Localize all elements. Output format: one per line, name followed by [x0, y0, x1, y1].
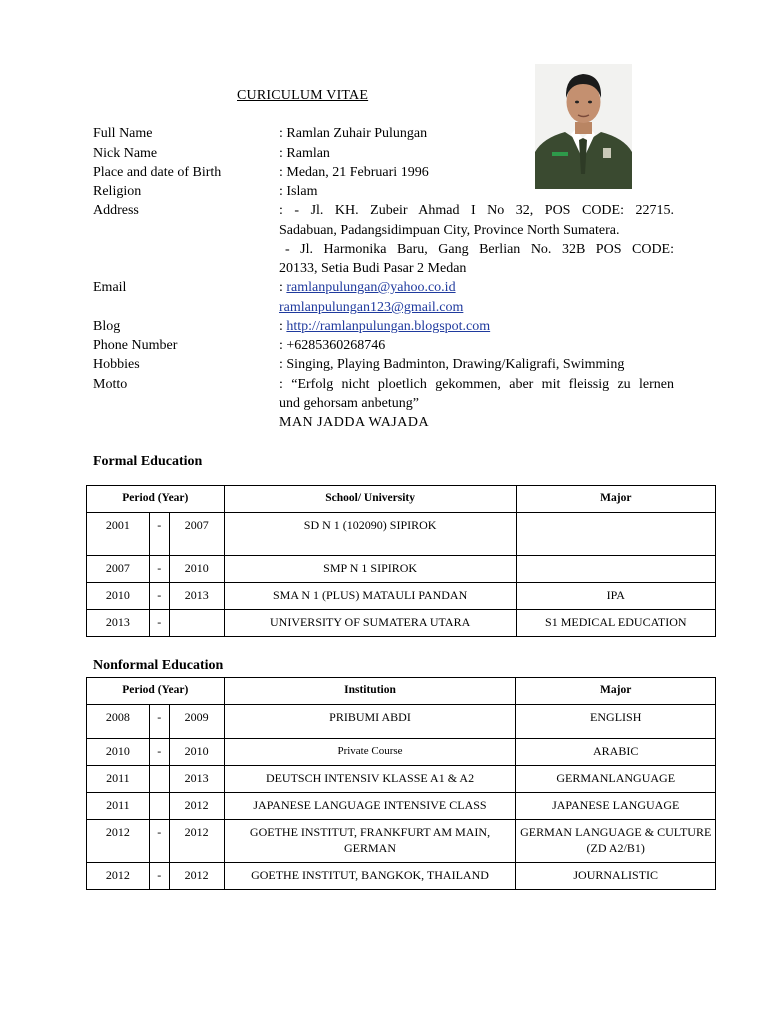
- email-link-yahoo[interactable]: ramlanpulungan@yahoo.co.id: [286, 280, 456, 295]
- cell-school: SMA N 1 (PLUS) MATAULI PANDAN: [224, 583, 516, 610]
- cell-from: 2008: [87, 705, 150, 739]
- cell-dash: [149, 793, 169, 820]
- formal-education-table: [86, 485, 716, 637]
- cell-dash: [149, 766, 169, 793]
- email-prefix: :: [279, 280, 287, 295]
- nonformal-education-heading: Nonformal Education: [93, 658, 224, 673]
- motto-line-1: : “Erfolg nicht ploetlich gekommen, aber mit fleissig zu lernen: [279, 377, 674, 392]
- value-nick-name: : Ramlan: [279, 146, 330, 161]
- label-blog: Blog: [93, 319, 121, 334]
- address-line-4: 20133, Setia Budi Pasar 2 Medan: [279, 261, 467, 276]
- cell-major: ARABIC: [516, 739, 716, 766]
- motto-line-3: MAN JADDA WAJADA: [279, 415, 430, 430]
- blog-prefix: :: [279, 319, 287, 334]
- value-blog: [279, 319, 490, 335]
- cell-from: 2007: [87, 556, 150, 583]
- cell-dash: -: [149, 556, 169, 583]
- value-birth: : Medan, 21 Februari 1996: [279, 165, 429, 180]
- cell-from: 2013: [87, 610, 150, 637]
- cell-dash: -: [149, 820, 169, 863]
- formal-education-heading: Formal Education: [93, 454, 203, 469]
- cell-dash: -: [149, 739, 169, 766]
- cell-to: 2012: [169, 863, 224, 890]
- label-full-name: Full Name: [93, 126, 153, 141]
- header-institution: Institution: [224, 678, 516, 705]
- address-line-3: - Jl. Harmonika Baru, Gang Berlian No. 32B POS CODE:: [285, 242, 674, 257]
- cell-school: SD N 1 (102090) SIPIROK: [224, 513, 516, 556]
- table-row: [87, 705, 716, 739]
- label-motto: Motto: [93, 377, 128, 392]
- cell-school: UNIVERSITY OF SUMATERA UTARA: [224, 610, 516, 637]
- value-hobbies: : Singing, Playing Badminton, Drawing/Kaligrafi, Swimming: [279, 357, 625, 372]
- table-header-row: [87, 486, 716, 513]
- motto-line-2: und gehorsam anbetung”: [279, 396, 419, 411]
- label-address: Address: [93, 203, 139, 218]
- cell-major: IPA: [516, 583, 715, 610]
- header-major: Major: [516, 486, 715, 513]
- cell-institution: PRIBUMI ABDI: [224, 705, 516, 739]
- table-row: [87, 583, 716, 610]
- table-row: [87, 556, 716, 583]
- cell-school: SMP N 1 SIPIROK: [224, 556, 516, 583]
- address-line-1: : - Jl. KH. Zubeir Ahmad I No 32, POS CODE: 22715.: [279, 203, 674, 218]
- nonformal-education-table: [86, 677, 716, 890]
- cell-major: GERMAN LANGUAGE & CULTURE (ZD A2/B1): [516, 820, 716, 863]
- table-row: [87, 793, 716, 820]
- table-row: [87, 739, 716, 766]
- email-line-2: [279, 300, 463, 316]
- cell-institution: GOETHE INSTITUT, BANGKOK, THAILAND: [224, 863, 516, 890]
- label-nick-name: Nick Name: [93, 146, 158, 161]
- header-period: Period (Year): [87, 678, 225, 705]
- label-hobbies: Hobbies: [93, 357, 140, 372]
- label-email: Email: [93, 280, 127, 295]
- cell-institution: JAPANESE LANGUAGE INTENSIVE CLASS: [224, 793, 516, 820]
- cell-major: JAPANESE LANGUAGE: [516, 793, 716, 820]
- label-phone: Phone Number: [93, 338, 178, 353]
- cell-from: 2010: [87, 583, 150, 610]
- table-row: [87, 513, 716, 556]
- cell-from: 2011: [87, 793, 150, 820]
- value-religion: : Islam: [279, 184, 318, 199]
- table-row: [87, 610, 716, 637]
- table-row: [87, 863, 716, 890]
- cv-title: CURICULUM VITAE: [237, 88, 369, 103]
- cell-major: GERMANLANGUAGE: [516, 766, 716, 793]
- cell-dash: -: [149, 863, 169, 890]
- email-line-1: [279, 280, 456, 296]
- cell-from: 2012: [87, 863, 150, 890]
- cell-institution: GOETHE INSTITUT, FRANKFURT AM MAIN, GERMAN: [224, 820, 516, 863]
- cell-to: 2007: [169, 513, 224, 556]
- cell-to: 2012: [169, 820, 224, 863]
- cell-institution: DEUTSCH INTENSIV KLASSE A1 & A2: [224, 766, 516, 793]
- cell-dash: -: [149, 705, 169, 739]
- cell-major: JOURNALISTIC: [516, 863, 716, 890]
- cell-dash: -: [149, 513, 169, 556]
- cell-from: 2001: [87, 513, 150, 556]
- table-row: [87, 820, 716, 863]
- label-religion: Religion: [93, 184, 142, 199]
- cell-major: [516, 556, 715, 583]
- value-phone: : +6285360268746: [279, 338, 386, 353]
- profile-photo: [535, 64, 632, 189]
- address-line-2: Sadabuan, Padangsidimpuan City, Province North Sumatera.: [279, 223, 620, 238]
- cell-major: [516, 513, 715, 556]
- table-header-row: [87, 678, 716, 705]
- cell-to: [169, 610, 224, 637]
- header-major: Major: [516, 678, 716, 705]
- email-link-gmail[interactable]: ramlanpulungan123@gmail.com: [279, 300, 464, 315]
- cell-institution: Private Course: [224, 739, 516, 766]
- cell-major: S1 MEDICAL EDUCATION: [516, 610, 715, 637]
- cell-to: 2009: [169, 705, 224, 739]
- header-school: School/ University: [224, 486, 516, 513]
- table-row: [87, 766, 716, 793]
- value-full-name: : Ramlan Zuhair Pulungan: [279, 126, 428, 141]
- cell-to: 2012: [169, 793, 224, 820]
- cell-from: 2010: [87, 739, 150, 766]
- cell-to: 2010: [169, 739, 224, 766]
- cell-from: 2012: [87, 820, 150, 863]
- cell-dash: -: [149, 583, 169, 610]
- cell-to: 2013: [169, 583, 224, 610]
- header-period: Period (Year): [87, 486, 225, 513]
- cell-to: 2013: [169, 766, 224, 793]
- cell-to: 2010: [169, 556, 224, 583]
- cell-major: ENGLISH: [516, 705, 716, 739]
- blog-link[interactable]: http://ramlanpulungan.blogspot.com: [286, 319, 491, 334]
- label-birth: Place and date of Birth: [93, 165, 222, 180]
- cell-dash: -: [149, 610, 169, 637]
- cell-from: 2011: [87, 766, 150, 793]
